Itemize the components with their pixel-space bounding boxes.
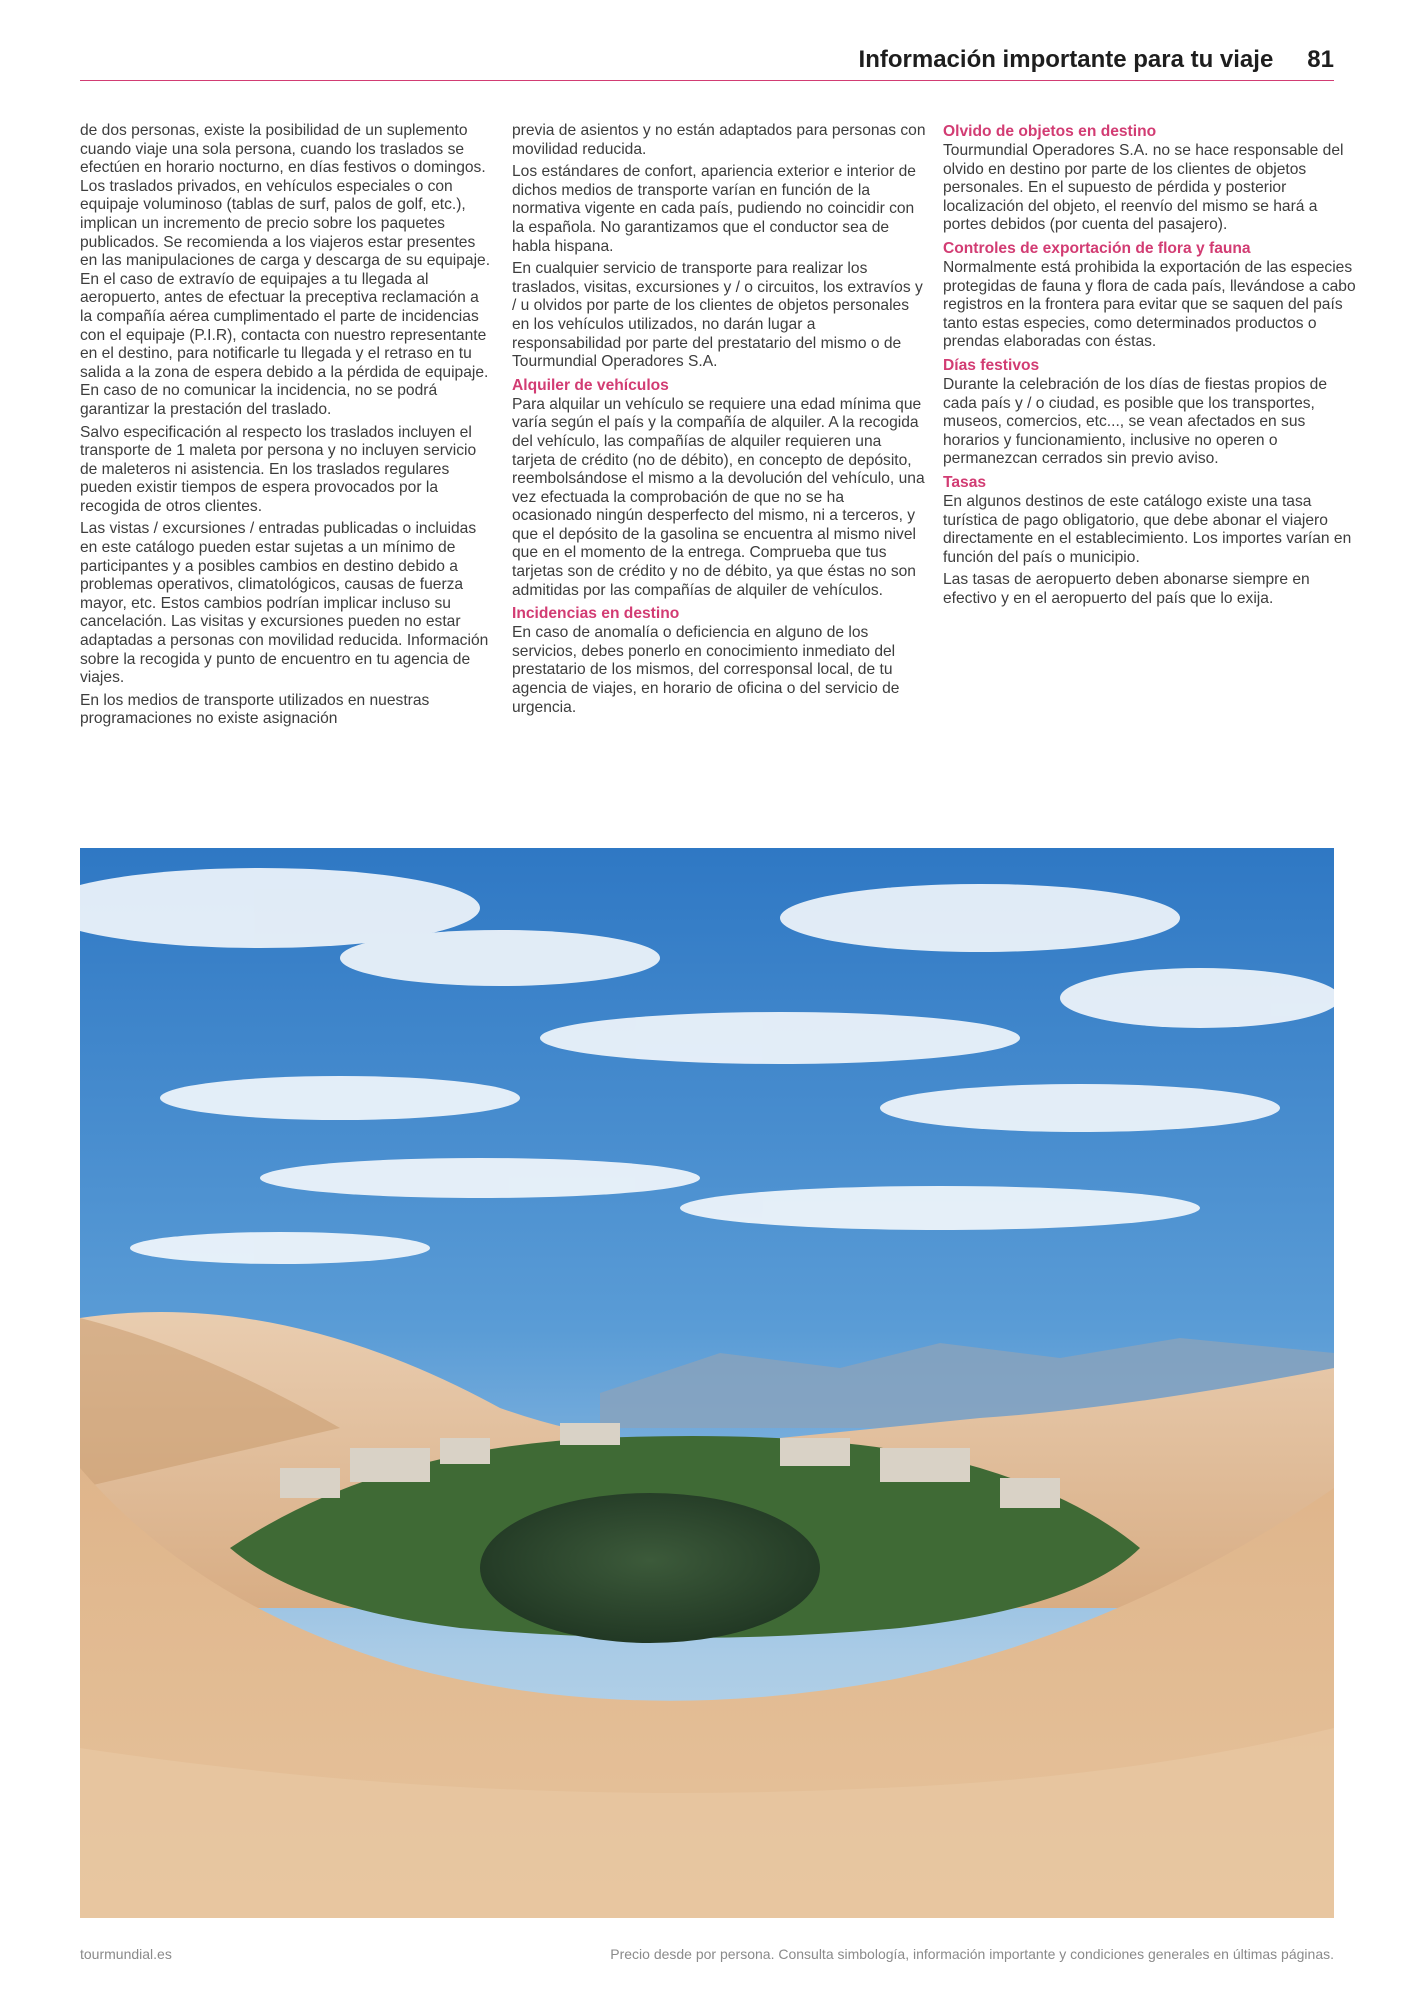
footer-note: Precio desde por persona. Consulta simbología, información importante y condiciones generales en últimas páginas.: [610, 1946, 1334, 1962]
section-heading-olvido: Olvido de objetos en destino: [943, 123, 1157, 140]
section-heading-festivos: Días festivos: [943, 356, 1040, 374]
paragraph: Los estándares de confort, apariencia exterior e interior de dichos medios de transporte varían en función de la normativa vigente en cada país, pudiendo no coincidir con la española. No garantizamos que el conductor sea de habla hispana.: [512, 163, 916, 255]
section-heading-alquiler: Alquiler de vehículos: [512, 376, 669, 394]
paragraph: de dos personas, existe la posibilidad de un suplemento cuando viaje una sola persona, cuando los traslados se efectúen en horario nocturno, en días festivos o domingos. Los traslados privados, en vehículos especiales o con equipaje voluminoso (tablas de surf, palos de golf, etc.), implican un incremento de precio sobre los paquetes publicados. Se recomienda a los viajeros estar presentes en las manipulaciones de carga y descarga de su equipaje. En el caso de extravío de equipajes a tu llegada al aeropuerto, antes de efectuar la preceptiva reclamación a la compañía aérea cumplimentado el parte de incidencias con el equipaje (P.I.R), contacta con nuestro representante en el destino, para notificarle tu llegada y el retraso en tu salida a la zona de espera debido a la pérdida de equipaje. En caso de no comunicar la incidencia, no se podrá garantizar la prestación del traslado.: [80, 122, 491, 418]
section-heading-controles: Controles de exportación de flora y fauna: [943, 239, 1251, 257]
paragraph: Durante la celebración de los días de fiestas propios de cada país y / o ciudad, es posible que los transportes, museos, comercios, etc..., se vean afectados en sus horarios y funcionamiento, inclusive no operen o permanezcan cerrados sin previo aviso.: [943, 375, 1328, 468]
paragraph: previa de asientos y no están adaptados para personas con movilidad reducida.: [512, 122, 926, 158]
page-number: 81: [1307, 46, 1334, 73]
paragraph: Salvo especificación al respecto los traslados incluyen el transporte de 1 maleta por persona y no incluyen servicio de maleteros ni asistencia. En los traslados regulares pueden existir tiempos de espera provocados por la recogida de otros clientes.: [80, 423, 477, 515]
text-column-1: [80, 122, 494, 733]
page-title: Información importante para tu viaje: [858, 46, 1274, 73]
paragraph: Para alquilar un vehículo se requiere una edad mínima que varía según el país y la compañía de alquiler. A la recogida del vehículo, las compañías de alquiler requieren una tarjeta de crédito (no de débito), en concepto de depósito, reembolsándose el mismo a la devolución del vehículo, una vez efectuada la comprobación de que no se ha ocasionado ningún desperfecto del mismo, ni a terceros, y que el depósito de la gasolina se encuentra al mismo nivel que en el momento de la entrega. Comprueba que tus tarjetas son de crédito y no de débito, ya que éstas no son admitidas por las compañías de alquiler de vehículos.: [512, 395, 925, 599]
paragraph: En caso de anomalía o deficiencia en alguno de los servicios, debes ponerlo en conocimiento inmediato del prestatario de los mismos, del corresponsal local, de tu agencia de viajes, en horario de oficina o del servicio de urgencia.: [512, 624, 900, 716]
section-heading-tasas: Tasas: [943, 473, 987, 491]
text-column-3: [943, 122, 1357, 612]
text-column-2: [512, 122, 926, 721]
paragraph: En cualquier servicio de transporte para realizar los traslados, visitas, excursiones y / o circuitos, los extravíos y / u olvidos por parte de los clientes de objetos personales en los vehículos utilizados, no darán lugar a responsabilidad por parte del prestatario del mismo o de Tourmundial Operadores S.A.: [512, 260, 923, 371]
paragraph: Las tasas de aeropuerto deben abonarse siempre en efectivo y en el aeropuerto del país que lo exija.: [943, 571, 1310, 607]
paragraph: Tourmundial Operadores S.A. no se hace responsable del olvido en destino por parte de los clientes de objetos personales. En el supuesto de pérdida y posterior localización del objeto, el reenvío del mismo se hará a portes debidos (por cuenta del pasajero).: [943, 142, 1344, 234]
section-heading-incidencias: Incidencias en destino: [512, 605, 680, 623]
page-header: [80, 46, 1334, 81]
oasis-desert-photo: [80, 848, 1334, 1918]
paragraph: En algunos destinos de este catálogo existe una tasa turística de pago obligatorio, que debe abonar el viajero directamente en el establecimiento. Los importes varían en función del país o municipio.: [943, 492, 1352, 566]
footer-site: tourmundial.es: [80, 1946, 172, 1962]
paragraph: En los medios de transporte utilizados en nuestras programaciones no existe asignación: [80, 691, 430, 728]
paragraph: Normalmente está prohibida la exportación de las especies protegidas de fauna y flora de cada país, llevándose a cabo registros en la frontera para evitar que se saquen del país tanto estas especies, como determinados productos o prendas elaboradas con éstas.: [943, 258, 1356, 351]
paragraph: Las vistas / excursiones / entradas publicadas o incluidas en este catálogo pueden estar sujetas a un mínimo de participantes y a posibles cambios en destino debido a problemas operativos, climatológicos, causas de fuerza mayor, etc. Estos cambios podrían implicar incluso su cancelación. Las visitas y excursiones pueden no estar adaptadas a personas con movilidad reducida. Información sobre la recogida y punto de encuentro en tu agencia de viajes.: [80, 520, 489, 687]
